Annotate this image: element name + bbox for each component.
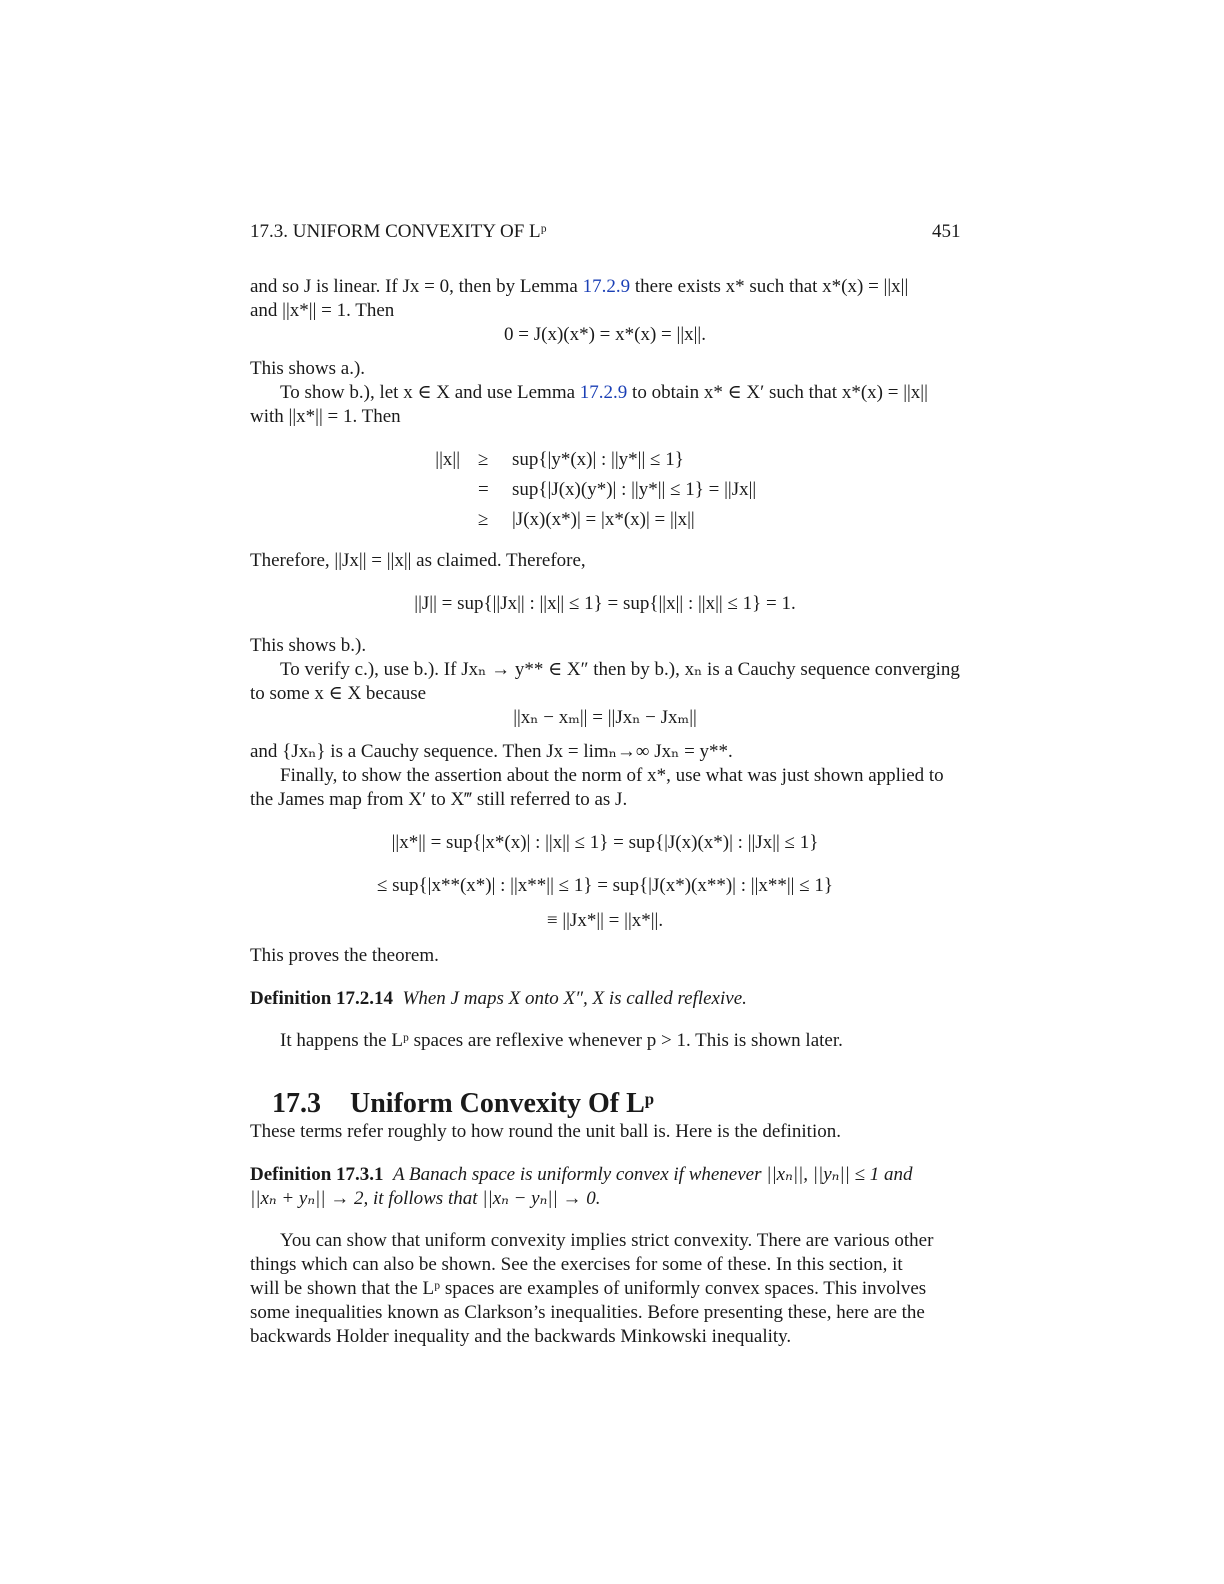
section-number: 17.3: [272, 1088, 321, 1119]
p9: This proves the theorem.: [250, 945, 439, 966]
p1-line2: and ||x*|| = 1. Then: [250, 300, 395, 321]
p10: It happens the Lᵖ spaces are reflexive whenever p > 1. This is shown later.: [280, 1030, 843, 1051]
equation-4-line2: ≤ sup{|x**(x*)| : ||x**|| ≤ 1} = sup{|J(x*)(x**)| : ||x**|| ≤ 1}: [376, 875, 834, 896]
section-heading: [272, 1088, 654, 1120]
align-rhs-3: |J(x)(x*)| = |x*(x)| = ||x||: [512, 509, 695, 530]
equation-4-line1: ||x*|| = sup{|x*(x)| : ||x|| ≤ 1} = sup{|J(x)(x*)| : ||Jx|| ≤ 1}: [391, 832, 819, 853]
definition-17-3-1-line1: [250, 1163, 912, 1187]
p1-text-a: and so J is linear. If Jx = 0, then by Lemma: [250, 276, 583, 297]
p6-line1: To verify c.), use b.). If Jxₙ → y** ∈ X″ then by b.), xₙ is a Cauchy sequence converging: [280, 659, 960, 680]
definition-text-2a: A Banach space is uniformly convex if whenever ||xₙ||, ||yₙ|| ≤ 1 and: [393, 1164, 913, 1185]
definition-17-2-14: [250, 987, 747, 1011]
p1-line1: [250, 275, 908, 299]
running-title: 17.3. UNIFORM CONVEXITY OF Lᵖ: [250, 221, 547, 242]
p12-line5: backwards Holder inequality and the backwards Minkowski inequality.: [250, 1326, 792, 1347]
align-rel-2: =: [478, 479, 489, 500]
p3-line1: [280, 381, 928, 405]
p11: These terms refer roughly to how round the unit ball is. Here is the definition.: [250, 1121, 841, 1142]
p8-line1: Finally, to show the assertion about the norm of x*, use what was just shown applied to: [280, 765, 944, 786]
p2: This shows a.).: [250, 358, 366, 379]
lemma-link-2[interactable]: 17.2.9: [579, 382, 628, 403]
definition-label: Definition 17.2.14: [250, 988, 394, 1009]
align-rhs-1: sup{|y*(x)| : ||y*|| ≤ 1}: [512, 449, 684, 470]
align-lhs: ||x||: [435, 449, 460, 470]
p6-line2: to some x ∈ X because: [250, 683, 427, 704]
definition-17-3-1-line2: ||xₙ + yₙ|| → 2, it follows that ||xₙ − yₙ|| → 0.: [250, 1188, 601, 1209]
p12-line3: will be shown that the Lᵖ spaces are examples of uniformly convex spaces. This involves: [250, 1278, 927, 1299]
p12-line1: You can show that uniform convexity implies strict convexity. There are various other: [280, 1230, 934, 1251]
section-title: Uniform Convexity Of Lᵖ: [350, 1088, 654, 1119]
definition-label-2: Definition 17.3.1: [250, 1164, 384, 1185]
lemma-link[interactable]: 17.2.9: [582, 276, 631, 297]
p3-line2: with ||x*|| = 1. Then: [250, 406, 401, 427]
equation-3: ||xₙ − xₘ|| = ||Jxₙ − Jxₘ||: [513, 707, 697, 728]
p12-line4: some inequalities known as Clarkson’s inequalities. Before presenting these, here are the: [250, 1302, 925, 1323]
p4: Therefore, ||Jx|| = ||x|| as claimed. Therefore,: [250, 550, 586, 571]
p12-line2: things which can also be shown. See the exercises for some of these. In this section, it: [250, 1254, 903, 1275]
p5: This shows b.).: [250, 635, 367, 656]
align-rel-1: ≥: [478, 449, 489, 470]
align-rhs-2: sup{|J(x)(y*)| : ||y*|| ≤ 1} = ||Jx||: [512, 479, 757, 500]
equation-2: ||J|| = sup{||Jx|| : ||x|| ≤ 1} = sup{||x|| : ||x|| ≤ 1} = 1.: [414, 593, 796, 614]
aligned-equations-1: [0, 445, 1224, 535]
p1-text-b: there exists x* such that x*(x) = ||x||: [630, 276, 909, 297]
definition-text: When J maps X onto X″, X is called reflexive.: [402, 988, 747, 1009]
p3-text-a: To show b.), let x ∈ X and use Lemma: [280, 382, 580, 403]
p3-text-b: to obtain x* ∈ X′ such that x*(x) = ||x||: [627, 382, 928, 403]
page-number: 451: [932, 221, 961, 242]
equation-4-line3: ≡ ||Jx*|| = ||x*||.: [546, 910, 664, 931]
p7: and {Jxₙ} is a Cauchy sequence. Then Jx = limₙ→∞ Jxₙ = y**.: [250, 741, 733, 762]
equation-1: 0 = J(x)(x*) = x*(x) = ||x||.: [504, 324, 706, 345]
p8-line2: the James map from X′ to X‴ still referred to as J.: [250, 789, 628, 810]
align-rel-3: ≥: [478, 509, 489, 530]
